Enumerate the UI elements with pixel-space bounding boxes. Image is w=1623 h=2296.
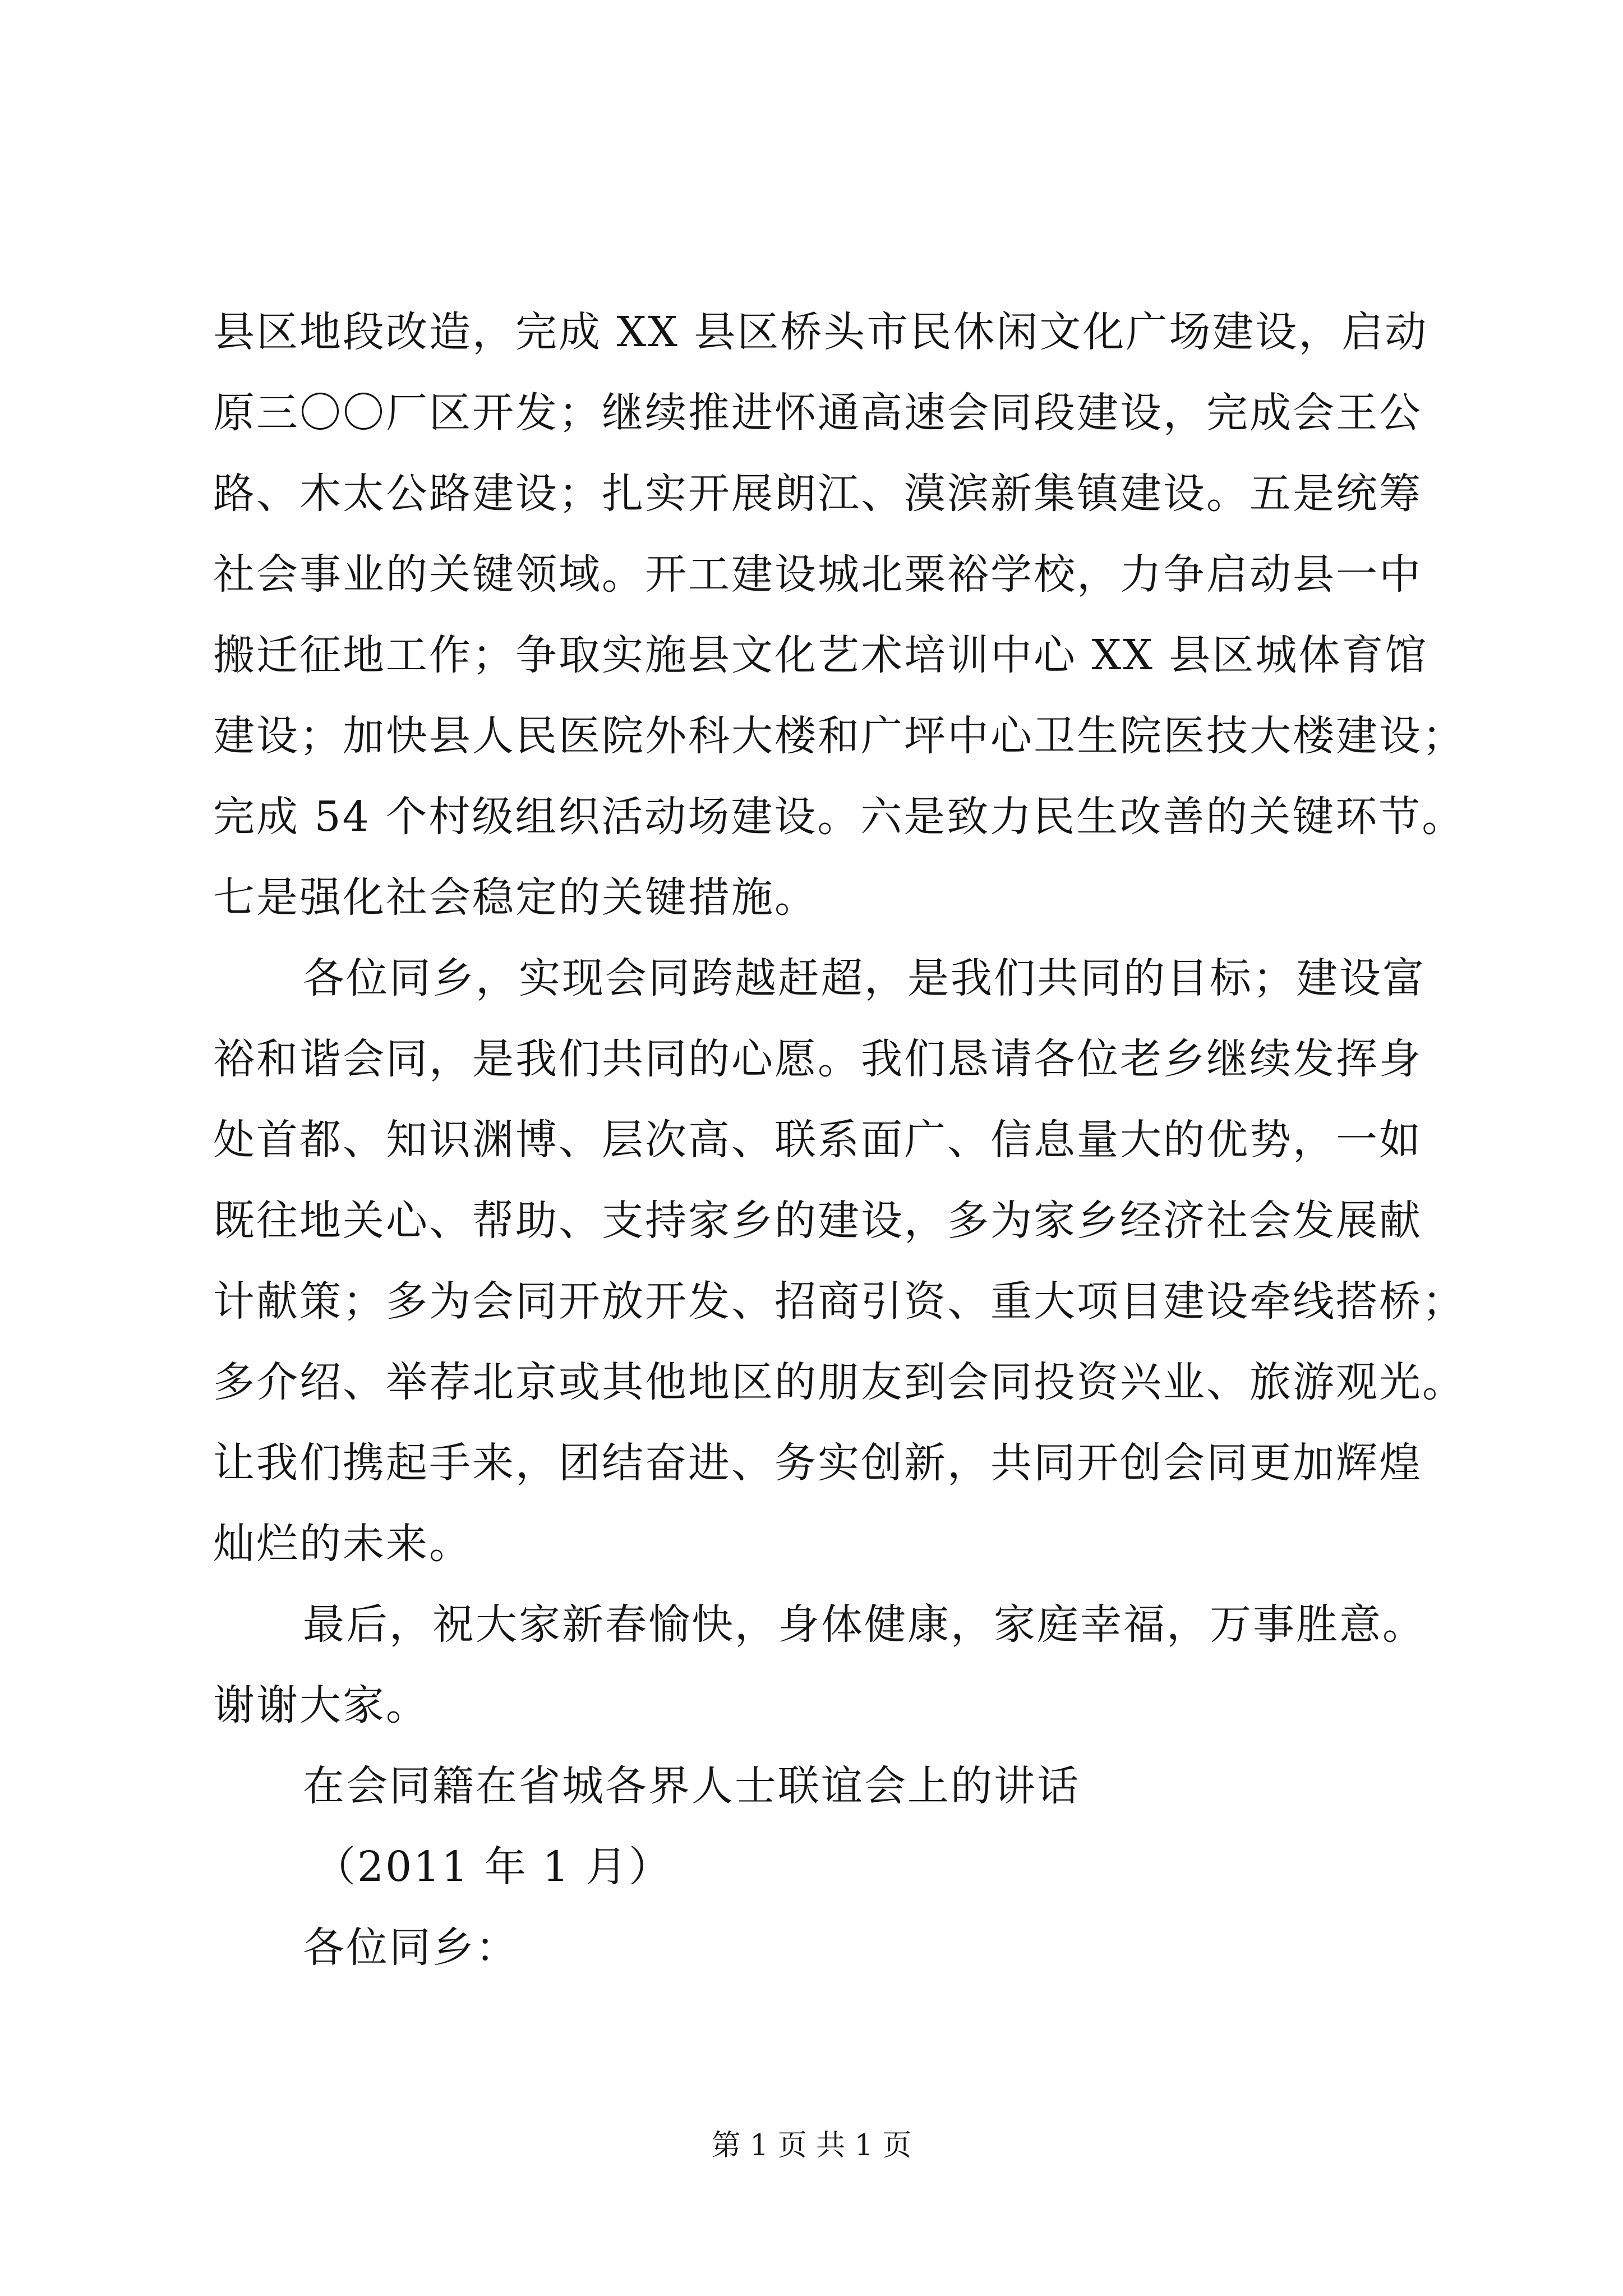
text-line: 多介绍、举荐北京或其他地区的朋友到会同投资兴业、旅游观光。 [213,1358,1465,1406]
page-footer: 第 1 页 共 1 页 [711,2129,912,2162]
text-line: 建设；加快县人民医院外科大楼和广坪中心卫生院医技大楼建设； [213,712,1465,760]
salutation: 各位同乡： [303,1924,519,1972]
text-line: 计献策；多为会同开放开发、招商引资、重大项目建设牵线搭桥； [213,1277,1465,1326]
paragraph-start-line: 最后，祝大家新春愉快，身体健康，家庭幸福，万事胜意。 [303,1600,1426,1649]
text-line: 社会事业的关键领域。开工建设城北粟裕学校，力争启动县一中 [213,550,1422,599]
text-line: 裕和谐会同，是我们共同的心愿。我们恳请各位老乡继续发挥身 [213,1035,1422,1083]
text-line: 七是强化社会稳定的关键措施。 [213,873,818,922]
text-line: 既往地关心、帮助、支持家乡的建设，多为家乡经济社会发展献 [213,1197,1422,1245]
text-line: 谢谢大家。 [213,1681,429,1729]
text-line: 路、木太公路建设；扎实开展朗江、漠滨新集镇建设。五是统筹 [213,470,1422,518]
text-line: 灿烂的未来。 [213,1520,472,1568]
text-line: 让我们携起手来，团结奋进、务实创新，共同开创会同更加辉煌 [213,1439,1422,1487]
text-line: 县区地段改造，完成 XX 县区桥头市民休闲文化广场建设，启动 [213,308,1428,356]
text-line: 完成 54 个村级组织活动场建设。六是致力民生改善的关键环节。 [213,793,1465,841]
text-line: 原三〇〇厂区开发；继续推进怀通高速会同段建设，完成会王公 [213,389,1422,437]
text-line: 搬迁征地工作；争取实施县文化艺术培训中心 XX 县区城体育馆 [213,631,1428,679]
paragraph-start-line: 各位同乡，实现会同跨越赶超，是我们共同的目标；建设富 [303,954,1426,1002]
speech-title: 在会同籍在省城各界人士联谊会上的讲话 [303,1762,1080,1810]
text-line: 处首都、知识渊博、层次高、联系面广、信息量大的优势，一如 [213,1116,1422,1164]
document-body [213,292,1466,1988]
speech-date: （2011 年 1 月） [314,1843,672,1891]
